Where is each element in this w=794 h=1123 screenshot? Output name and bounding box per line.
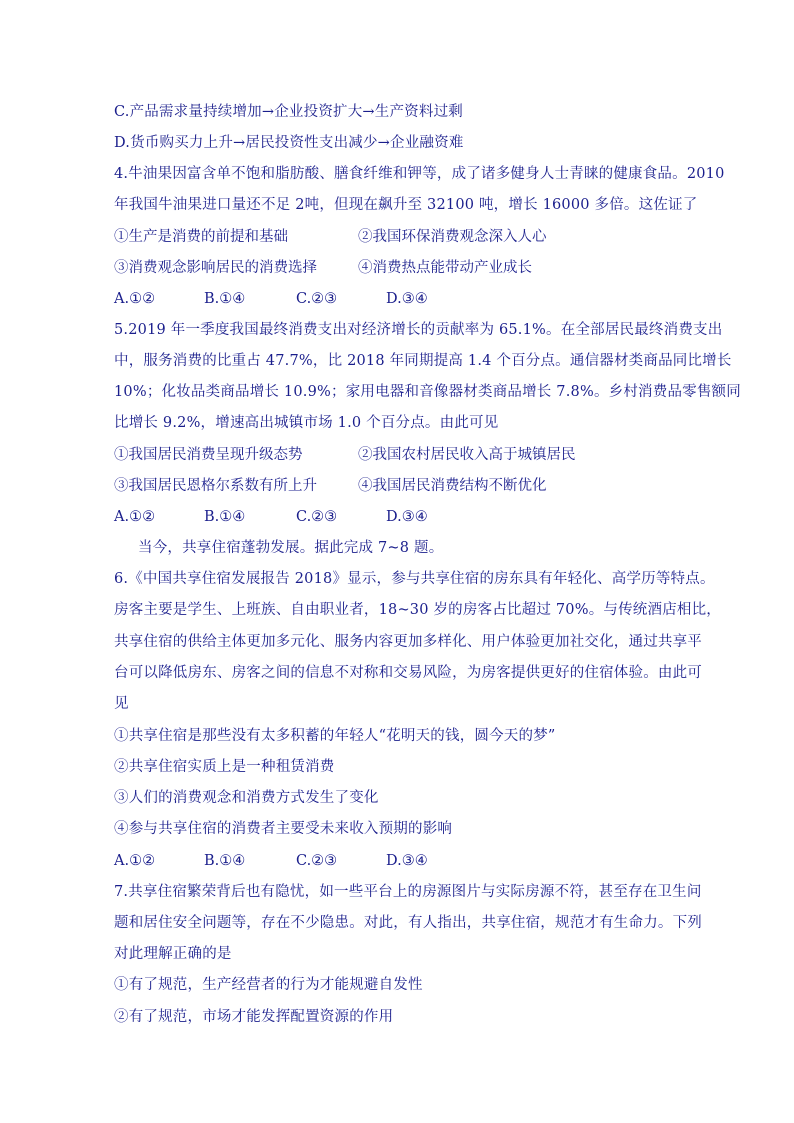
- q6-statement-3: ③人们的消费观念和消费方式发生了变化: [114, 790, 379, 806]
- q4-option-d: D.③④: [386, 291, 428, 307]
- q4-option-b: B.①④: [204, 291, 246, 307]
- q4-option-a: A.①②: [114, 291, 156, 307]
- q7-stem-line: 题和居住安全问题等，存在不少隐患。对此，有人指出，共享住宿，规范才有生命力。下列: [114, 915, 702, 931]
- section-intro-7-8: 当今，共享住宿蓬勃发展。据此完成 7~8 题。: [138, 540, 444, 556]
- q6-answer-options: [114, 851, 674, 871]
- q6-stem-line: 6.《中国共享住宿发展报告 2018》显示，参与共享住宿的房东具有年轻化、高学历等特点。: [114, 571, 715, 587]
- q5-statements-row: [114, 445, 674, 465]
- q4-statement-3: ③消费观念影响居民的消费选择: [114, 260, 317, 276]
- q7-stem-line: 7.共享住宿繁荣背后也有隐忧，如一些平台上的房源图片与实际房源不符，甚至存在卫生问: [114, 884, 702, 900]
- q5-option-a: A.①②: [114, 509, 156, 525]
- q5-stem-line: 5.2019 年一季度我国最终消费支出对经济增长的贡献率为 65.1%。在全部居民最终消费支出: [114, 322, 723, 338]
- q4-statement-1: ①生产是消费的前提和基础: [114, 229, 288, 245]
- q5-statement-1: ①我国居民消费呈现升级态势: [114, 447, 303, 463]
- q4-answer-options: [114, 289, 674, 309]
- q7-statement-2: ②有了规范，市场才能发挥配置资源的作用: [114, 1009, 394, 1025]
- q7-stem-line: 对此理解正确的是: [114, 946, 232, 962]
- q3-option-c: C.产品需求量持续增加→企业投资扩大→生产资料过剩: [114, 104, 463, 120]
- q4-statements-row: [114, 258, 674, 278]
- q6-option-b: B.①④: [204, 853, 246, 869]
- q4-stem-line: 4.牛油果因富含单不饱和脂肪酸、膳食纤维和钾等，成了诸多健身人士青睐的健康食品。2010: [114, 166, 725, 182]
- q5-option-b: B.①④: [204, 509, 246, 525]
- q4-stem-line: 年我国牛油果进口量还不足 2吨，但现在飙升至 32100 吨，增长 16000 多倍。这佐证了: [114, 197, 698, 213]
- q5-statements-row: [114, 476, 674, 496]
- q6-option-d: D.③④: [386, 853, 428, 869]
- q5-stem-line: 10%；化妆品类商品增长 10.9%；家用电器和音像器材类商品增长 7.8%。乡村消费品零售额同: [114, 384, 741, 400]
- q6-option-c: C.②③: [296, 853, 338, 869]
- q6-statement-4: ④参与共享住宿的消费者主要受未来收入预期的影响: [114, 821, 453, 837]
- q4-statements-row: [114, 227, 674, 247]
- q6-stem-line: 房客主要是学生、上班族、自由职业者，18~30 岁的房客占比超过 70%。与传统酒店相比，: [114, 602, 721, 618]
- q6-option-a: A.①②: [114, 853, 156, 869]
- q5-answer-options: [114, 507, 674, 527]
- q4-statement-4: ④消费热点能带动产业成长: [358, 260, 532, 276]
- q5-option-c: C.②③: [296, 509, 338, 525]
- q6-stem-line: 台可以降低房东、房客之间的信息不对称和交易风险，为房客提供更好的住宿体验。由此可: [114, 665, 702, 681]
- q6-statement-2: ②共享住宿实质上是一种租赁消费: [114, 759, 335, 775]
- q6-stem-line: 见: [114, 696, 129, 712]
- q5-stem-line: 比增长 9.2%，增速高出城镇市场 1.0 个百分点。由此可见: [114, 415, 499, 431]
- q5-option-d: D.③④: [386, 509, 428, 525]
- q6-stem-line: 共享住宿的供给主体更加多元化、服务内容更加多样化、用户体验更加社交化，通过共享平: [114, 634, 702, 650]
- q4-option-c: C.②③: [296, 291, 338, 307]
- q5-statement-3: ③我国居民恩格尔系数有所上升: [114, 478, 317, 494]
- q3-option-d: D.货币购买力上升→居民投资性支出减少→企业融资难: [114, 135, 464, 151]
- q7-statement-1: ①有了规范，生产经营者的行为才能规避自发性: [114, 977, 423, 993]
- q5-statement-4: ④我国居民消费结构不断优化: [358, 478, 547, 494]
- q5-stem-line: 中，服务消费的比重占 47.7%，比 2018 年同期提高 1.4 个百分点。通信器材类商品同比增长: [114, 353, 732, 369]
- q5-statement-2: ②我国农村居民收入高于城镇居民: [358, 447, 576, 463]
- q4-statement-2: ②我国环保消费观念深入人心: [358, 229, 547, 245]
- q6-statement-1: ①共享住宿是那些没有太多积蓄的年轻人“花明天的钱，圆今天的梦”: [114, 728, 556, 744]
